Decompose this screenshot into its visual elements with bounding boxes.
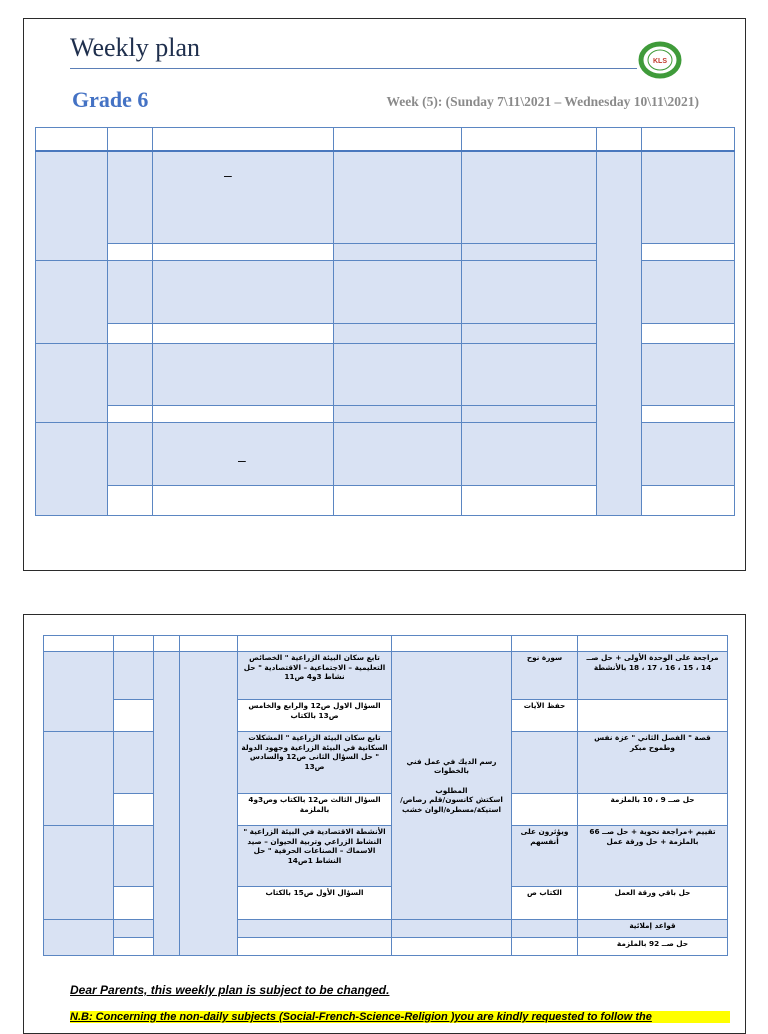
dash-mark: – <box>224 166 232 183</box>
religion-cell <box>512 732 578 794</box>
social-cell: تابع سكان البيئة الزراعية " المشكلات السكانية في البيئة الزراعية وجهود الدولة " حل السؤال الثانى ص12 والسادس ص13 <box>238 732 392 794</box>
social-cell: تابع سكان البيئة الزراعية " الخصائص التعليمية – الاجتماعية – الاقتصادية " حل نشاط 3و4 ص11 <box>238 652 392 700</box>
religion-cell: الكتاب ص <box>512 887 578 920</box>
arabic-cell: تقييم +مراجعة نحوية + حل صــ 66 بالملزمة + حل ورقة عمل <box>578 826 728 887</box>
logo-text: KLS <box>653 58 667 65</box>
table-row <box>44 732 728 794</box>
art-cell: رسم الديك في عمل فني بالخطوات المطلوب اسكتش كانسون/قلم رصاص/استيكة/مسطرة/الوان خشب <box>392 652 512 920</box>
arabic-cell: حل صــ 92 بالملزمة <box>578 938 728 956</box>
religion-cell: حفظ الآيات <box>512 700 578 732</box>
arabic-cell: قصة " الفصل الثاني " عزة نفس وطموح مبكر <box>578 732 728 794</box>
title-divider <box>70 68 637 69</box>
religion-cell <box>512 794 578 826</box>
social-cell: السؤال الاول ص12 والرابع والخامس ص13 بالكتاب <box>238 700 392 732</box>
table-row <box>44 920 728 938</box>
grade-label: Grade 6 <box>72 87 149 112</box>
religion-cell: سورة نوح <box>512 652 578 700</box>
social-cell: الأنشطة الاقتصادية في البيئة الزراعية " النشاط الزراعي وتربية الحيوان – صيد الاسماك – الصناعات الحرفية " حل النشاط 1ص14 <box>238 826 392 887</box>
page-title: Weekly plan <box>70 33 201 62</box>
plan-page-2 <box>23 614 746 1034</box>
table-row <box>44 700 728 732</box>
school-logo-icon <box>638 41 682 79</box>
week-range: Week (5): (Sunday 7\11\2021 – Wednesday 10\11\2021) <box>386 94 699 109</box>
social-cell: السؤال الثالث ص12 بالكتاب وص3و4 بالملزمة <box>238 794 392 826</box>
arabic-cell: مراجعة على الوحدة الأولى + حل صــ 14 ، 15 ، 16 ، 17 ، 18 بالأنشطة <box>578 652 728 700</box>
arabic-cell: قواعد إملائية <box>578 920 728 938</box>
arabic-cell: حل باقي ورقة العمل <box>578 887 728 920</box>
table-row <box>44 652 728 700</box>
nb-note: N.B: Concerning the non-daily subjects (Social-French-Science-Religion )you are kindly requested to follow the <box>70 1011 730 1023</box>
table-row <box>44 887 728 920</box>
schedule-table-page2 <box>43 635 728 956</box>
disclaimer-note: Dear Parents, this weekly plan is subject to be changed. <box>70 983 390 997</box>
social-cell: السؤال الأول ص15 بالكتاب <box>238 887 392 920</box>
religion-cell: ويؤثرون على أنفسهم <box>512 826 578 887</box>
schedule-table-page1 <box>35 127 735 516</box>
table-row <box>36 151 735 244</box>
arabic-cell <box>578 700 728 732</box>
table-row <box>44 938 728 956</box>
table-row <box>44 794 728 826</box>
dash-mark: – <box>238 452 246 468</box>
arabic-cell: حل صــ 9 ، 10 بالملزمة <box>578 794 728 826</box>
plan-page-1 <box>23 18 746 571</box>
table-row <box>44 826 728 887</box>
